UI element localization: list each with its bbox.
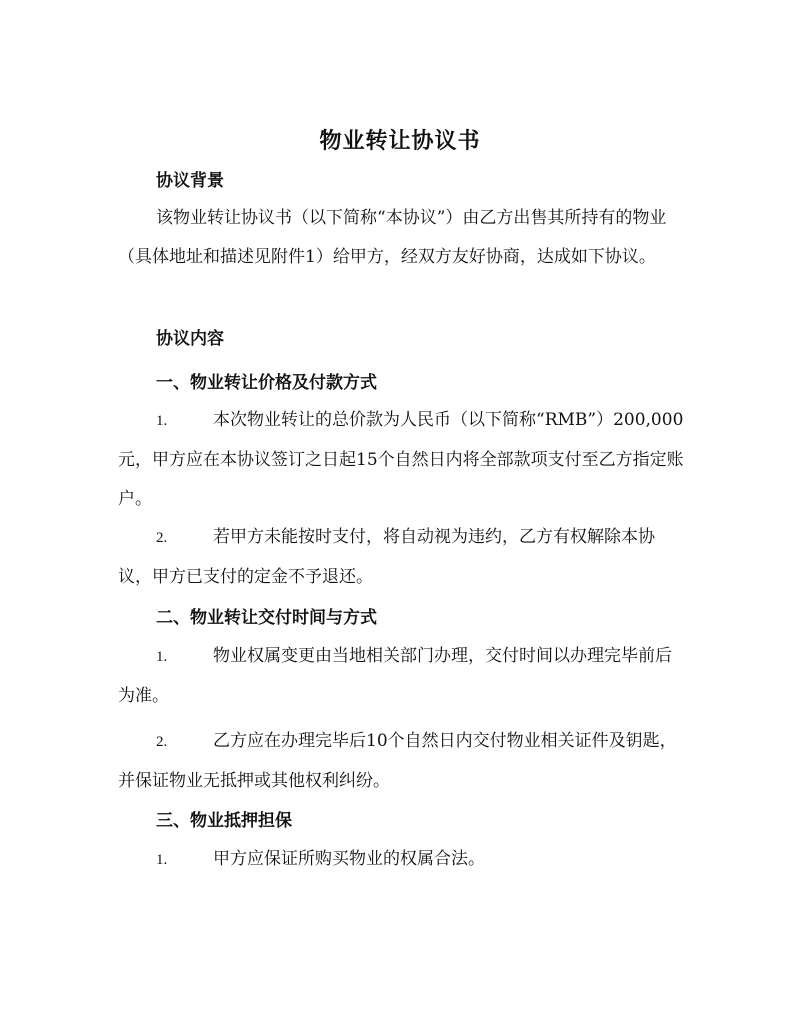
document-title: 物业转让协议书 xyxy=(319,128,481,154)
background-paragraph xyxy=(118,199,684,277)
section-1-item-2 xyxy=(118,518,684,597)
section-2-item-1 xyxy=(118,637,684,716)
section-3-item-1 xyxy=(118,840,684,880)
section-1-heading: 一、物业转让价格及付款方式 xyxy=(156,373,377,393)
item-text: 本次物业转让的总价款为人民币（以下简称“RMB”）200,000元，甲方应在本协议签订之日起15个自然日内将全部款项支付至乙方指定账户。 xyxy=(118,410,684,509)
item-text: 物业权属变更由当地相关部门办理，交付时间以办理完毕前后为准。 xyxy=(118,646,672,706)
background-heading: 协议背景 xyxy=(156,171,224,191)
section-3-heading: 三、物业抵押担保 xyxy=(156,811,292,831)
section-1-item-1 xyxy=(118,401,684,519)
item-text: 乙方应在办理完毕后10个自然日内交付物业相关证件及钥匙，并保证物业无抵押或其他权利纠纷。 xyxy=(118,731,677,791)
section-2-heading: 二、物业转让交付时间与方式 xyxy=(156,608,377,628)
item-text: 甲方应保证所购买物业的权属合法。 xyxy=(213,849,485,869)
item-number: 1. xyxy=(156,649,168,665)
background-text: 该物业转让协议书（以下简称“本协议”）由乙方出售其所持有的物业（具体地址和描述见附件1）给甲方，经双方友好协商，达成如下协议。 xyxy=(118,208,667,267)
item-number: 2. xyxy=(156,530,168,546)
item-number: 2. xyxy=(156,734,168,750)
item-text: 若甲方未能按时支付，将自动视为违约，乙方有权解除本协议，甲方已支付的定金不予退还。 xyxy=(118,527,655,587)
item-number: 1. xyxy=(156,852,168,868)
section-2-item-2 xyxy=(118,722,684,801)
item-number: 1. xyxy=(156,413,168,429)
content-heading: 协议内容 xyxy=(156,329,224,349)
